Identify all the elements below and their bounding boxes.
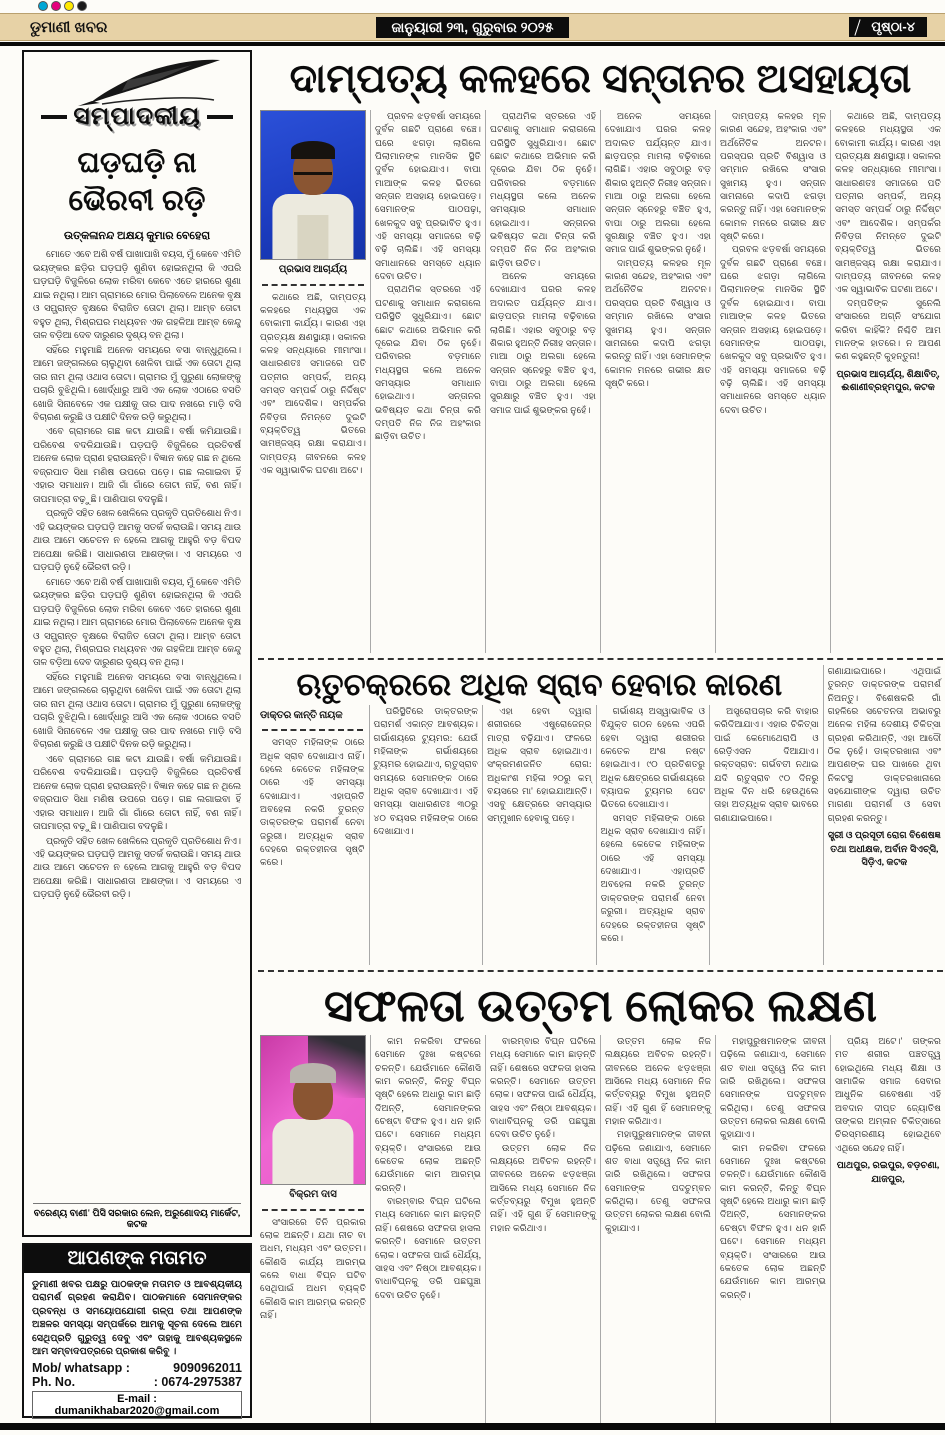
article-column (709, 705, 823, 965)
article-column (715, 1035, 830, 1423)
column-text: କଥାରେ ଅଛି, ଦାମ୍ପତ୍ୟ କଳହରେ ମଧ୍ୟସ୍ଥତା ଏକ ବୋକାମୀ କାର୍ଯ୍ୟ। କାରଣ ଏହା ପ୍ରତ୍ୟକ୍ଷ କ୍ଷଣସ୍ଥାୟୀ। ସକାଳର କଳହ ସନ୍ଧ୍ୟାରେ ମୀମାଂସା। ସାଧାରଣତଃ ସମାଜରେ ପତି ପତ୍ନୀର ସମ୍ପର୍କ, ଅନ୍ୟ ସମସ୍ତ ସମ୍ପର୍କ ଠାରୁ ନିର୍ଦ୍ଦିଷ୍ଟ ଏବଂ ଆଦେଶିକ। ସମ୍ପର୍କର ନିବିଡ଼ତା ନିମନ୍ତେ ଦୁଇଟି ବ୍ୟକ୍ତିତ୍ୱ ଭିତରେ ସାମଞ୍ଜସ୍ୟ ରକ୍ଷା କରାଯାଏ। ଦାମ୍ପତ୍ୟ ଜୀବନରେ କଳହ ଏକ ସ୍ୱାଭାବିକ ଘଟଣା ଅଟେ। (835, 111, 941, 295)
editorial-paragraph: ମୋତେ ଏବେ ଅଶି ବର୍ଷ ପାଖାପାଖି ବୟସ, ମୁଁ କେବେ ଏମିତି ଭୟଙ୍କର ଛଡ଼ିର ଘଡ଼ଘଡ଼ି ଶୁଣିବା ହୋଇନଥିଲା କି ଏପରି ଘଡ଼ଘଡ଼ି ବିଜୁଳିରେ ଲୋକ ମରିବା କେବେ ଏତେ ହାରରେ ଶୁଣା ଯାଇ ନଥିଲା। ଆମ ଗ୍ରାମରେ ମୋର ପିଲାବେଳେ ଅନେକ ବୃକ୍ଷ ଓ ସମ୍ଭ୍ରାନ୍ତ ବୃକ୍ଷରେ ବିରାଜିତ ତୋଟା ଥିଲା। ଆମ୍ବ ତୋଟା ବହୁତ ଥିଲା, ମିଶ୍ରଘର ମଧ୍ୟବନ ଏକ ଗହଳିଆ ଆମ୍ବ କେନ୍ଦୁ ତାଳ ବଡ଼ିଆ ଦେବ ଦାରୁଣର ଦୃଶ୍ୟ ବନ ଥିଲା। (33, 250, 241, 342)
contact-mobile-row (32, 1361, 242, 1375)
column-text: ଅନେକ ସମୟରେ ଦେଖାଯାଏ ଘରର କଳହ ଅଦାଲତ ପର୍ଯ୍ୟନ୍ତ ଯାଏ। ଛାଡ଼ପତ୍ର ମାମଲା ବଢ଼ିବାରେ ଲାଗିଛି। ଏହାର ସବୁଠାରୁ ବଡ଼ ଶିକାର ହୁଅନ୍ତି ନିରୀହ ସନ୍ତାନ। ମାଆ ଠାରୁ ଅଲଗା ହେଲେ ସନ୍ତାନ ସ୍ନେହରୁ ବଞ୍ଚିତ ହୁଏ, ବାପା ଠାରୁ ଅଲଗା ହେଲେ ସୁରକ୍ଷାରୁ ବଞ୍ଚିତ ହୁଏ। ଏହା ସମାଜ ପାଇଁ ଶୁଭଙ୍କର ନୁହେଁ। (605, 111, 711, 255)
glasses-icon (294, 172, 332, 179)
article-2-left (256, 665, 823, 965)
column-text: ଅସ୍ତ୍ରୋପଚାର କରି ବାହାର କରିଦିଆଯାଏ। ଏହାର ଚିକିତ୍ସା ପାଇଁ କେମୋଥେରାପି ଓ ରେଡ଼ିଏସନ ଦିଆଯାଏ। ରକ୍ତସ୍ରାବ: ଗର୍ଭବତୀ ନଥାଇ ଯଦି ଋତୁସ୍ରାବ ୯୦ ଦିନରୁ ଅଧିକ ଦିନ ଧରି ହେଉଥିଲେ ତାହା ଅତ୍ୟଧିକ ସ୍ରାବ ଭାବରେ ଗଣାଯାଇପାରେ। (714, 706, 819, 823)
author-photo-article-3 (260, 1035, 366, 1185)
mobile-value: 9090962011 (173, 1360, 242, 1375)
article-1-attribution: ପ୍ରଭାସ ଆଚାର୍ଯ୍ୟ, ଶିକ୍ଷାବିତ୍‌, ଈଶାଣୀବ୍ରହ୍ମପୁର, କଟକ (836, 368, 940, 393)
editorial-body (33, 249, 241, 1203)
bottom-rule (0, 1423, 945, 1430)
photo-caption: ବିକ୍ରମ ଦାସ (289, 1189, 337, 1200)
column-text: ପ୍ରାଥମିକ ସ୍ତରରେ ଏହି ଘଟଣାକୁ ସମାଧାନ କରାଗଲେ ପରିସ୍ଥିତି ସୁଧୁରିଯାଏ। ଛୋଟ ଛୋଟ କଥାରେ ଅଭିମାନ କରି ଦୂରେଇ ଯିବା ଠିକ ନୁହେଁ। ପରିବାରର ବଡ଼ମାନେ ମଧ୍ୟସ୍ଥତା କଲେ ଅନେକ ସମସ୍ୟାର ସମାଧାନ ହୋଇଥାଏ। ସନ୍ତାନର ଭବିଷ୍ୟତ କଥା ଚିନ୍ତା କରି ଦମ୍ପତି ନିଜ ନିଜ ଅହଂକାର ଛାଡ଼ିବା ଉଚିତ। (490, 111, 596, 268)
article-column (715, 110, 830, 653)
article-2-headline: ଋତୁଚକ୍ରରେ ଅଧିକ ସ୍ରାବ ହେବାର କାରଣ (296, 667, 783, 702)
byline-divider (262, 729, 363, 731)
editorial-paragraph: ସହିଁରେ ମହୁମାଛି ଅନେକ ସମୟରେ ବସା ବାନ୍ଧୁଥିଲେ। ଆମେ ଜଙ୍ଗଲରେ ଚାଲୁଥିବା ଖେଳିବା ପାଇଁ ଏକ ତୋଟା ଥିଲା ତାର ନାମ ଥିଲା ଓଥାସ ତୋଟା। ଗ୍ରାମର ମୁଁ ପୁରୁଣା ଲୋକଙ୍କୁ ପଚାରି ବୁଝିଥିଲି। ଖୋର୍ଦ୍ଧାରୁ ଆସି ଏକ ଲୋକ ଏଠାରେ ବସତି ଖୋଜି ସିନାବେଳେ ଏକ ପକ୍ଷୀକୁ ତାର ପାଦ ନଖରେ ମାଡ଼ି ବସି ବିଚାରଣ କରୁଛି ଓ ପକ୍ଷୀଟି ଦିନକ ରଡ଼ି କରୁଥିଲା। (33, 345, 241, 423)
article-column (830, 1035, 945, 1423)
column-text: କଥାରେ ଅଛି, ଦାମ୍ପତ୍ୟ କଳହରେ ମଧ୍ୟସ୍ଥତା ଏକ ବୋକାମୀ କାର୍ଯ୍ୟ। କାରଣ ଏହା ପ୍ରତ୍ୟକ୍ଷ କ୍ଷଣସ୍ଥାୟୀ। ସକାଳର କଳହ ସନ୍ଧ୍ୟାରେ ମୀମାଂସା। ସାଧାରଣତଃ ସମାଜରେ ପତି ପତ୍ନୀର ସମ୍ପର୍କ, ଅନ୍ୟ ସମସ୍ତ ସମ୍ପର୍କ ଠାରୁ ନିର୍ଦ୍ଦିଷ୍ଟ ଏବଂ ଆଦେଶିକ। ସମ୍ପର୍କର ନିବିଡ଼ତା ନିମନ୍ତେ ଦୁଇଟି ବ୍ୟକ୍ତିତ୍ୱ ଭିତରେ ସାମଞ୍ଜସ୍ୟ ରକ୍ଷା କରାଯାଏ। ଦାମ୍ପତ୍ୟ ଜୀବନରେ କଳହ ଏକ ସ୍ୱାଭାବିକ ଘଟଣା ଅଟେ। (260, 291, 366, 475)
article-1-columns (256, 110, 945, 653)
article-1-headline: ଦାମ୍ପତ୍ୟ କଳହରେ ସନ୍ତାନର ଅସହାୟତା (289, 57, 912, 101)
article-2-columns (256, 705, 823, 965)
article-column (370, 1035, 485, 1423)
article-column (256, 705, 369, 965)
author-portrait (261, 111, 365, 259)
section-divider (258, 658, 943, 660)
column-text: ଗଣାଯାଇପାରେ। ଏଥିପାଇଁ ତୁରନ୍ତ ଡାକ୍ତରଙ୍କ ପରାମର୍ଶ ନିଅନ୍ତୁ। ବିଶେଷକରି ଗାଁ ଗହଳିରେ ସଚେତନତା ଅଭାବରୁ ଅନେକ ମହିଳା ଦେଶୀୟ ଚିକିତ୍ସା ଗ୍ରହଣ କରିଥାନ୍ତି, ଏହା ଆଦୌ ଠିକ ନୁହେଁ। ଡାକ୍ତରଖାନା ଏବଂ ଆପଣଙ୍କ ଘର ପାଖରେ ଥିବା ନିକଟସ୍ଥ ଡାକ୍ତରଖାନାରେ ସହଯୋଗୀଙ୍କ ଦ୍ୱାରା ଉଚିତ ମାଗଣା ପରାମର୍ଶ ଓ ସେବା ଗ୍ରହଣ କରନ୍ତୁ। (827, 666, 941, 823)
column-text: ଉତ୍ତମ ଲୋକ ନିଜ ଲକ୍ଷ୍ୟରେ ଅବିଚଳ ରହନ୍ତି। ଜୀବନରେ ଅନେକ ଝଡ଼ଝଞ୍ଜା ଆସିଲେ ମଧ୍ୟ ସେମାନେ ନିଜ କର୍ତ୍ତବ୍ୟରୁ ବିମୁଖ ହୁଅନ୍ତି ନାହିଁ। ଏହି ଗୁଣ ହିଁ ସେମାନଙ୍କୁ ମହାନ କରିଥାଏ। (605, 1036, 711, 1127)
column-text: ଦମ୍ପତିଙ୍କ ସୁନେଲି ସଂସାରରେ ଅଗ୍ନି ସଂଯୋଗ କରିବା କାହିଁକି? ନିଶ୍ଚିତି ଆମ ମାନଙ୍କ ହାତରେ। ନ ଆପଣ କଣ କହୁଛନ୍ତି କୁହନ୍ତୁନା! (835, 297, 941, 362)
masthead-bar (0, 13, 945, 41)
editorial-headline-line2: ଭୈରବୀ ରଡ଼ି (68, 184, 206, 217)
article-column (485, 110, 600, 653)
article-column (596, 705, 710, 965)
article-column (369, 705, 483, 965)
issue-date-badge: ଜାନୁୟାରୀ ୨୩, ଗୁରୁବାର ୨୦୨୫ (376, 17, 570, 38)
column-text: ସମସ୍ତ ମହିଳାଙ୍କ ଠାରେ ଅଧିକ ସ୍ରାବ ଦେଖାଯାଏ ନାହିଁ। ହେଲେ କେତେକ ମହିଳାଙ୍କ ଠାରେ ଏହି ସମସ୍ୟା ଦେଖାଯାଏ। ଏହାପ୍ରତି ଅବହେଳା ନକରି ତୁରନ୍ତ ଡାକ୍ତରଙ୍କ ପରାମର୍ଶ ନେବା ଜରୁରୀ। ଅତ୍ୟଧିକ ସ୍ରାବ ଦେହରେ ରକ୍ତହୀନତା ସୃଷ୍ଟି କରେ। (600, 812, 706, 943)
editorial-paragraph: ମୋତେ ଏବେ ଅଶି ବର୍ଷ ପାଖାପାଖି ବୟସ, ମୁଁ କେବେ ଏମିତି ଭୟଙ୍କର ଛଡ଼ିର ଘଡ଼ଘଡ଼ି ଶୁଣିବା ହୋଇନଥିଲା କି ଏପରି ଘଡ଼ଘଡ଼ି ବିଜୁଳିରେ ଲୋକ ମରିବା କେବେ ଏତେ ହାରରେ ଶୁଣା ଯାଇ ନଥିଲା। ଆମ ଗ୍ରାମରେ ମୋର ପିଲାବେଳେ ଅନେକ ବୃକ୍ଷ ଓ ସମ୍ଭ୍ରାନ୍ତ ବୃକ୍ଷରେ ବିରାଜିତ ତୋଟା ଥିଲା। ଆମ୍ବ ତୋଟା ବହୁତ ଥିଲା, ମିଶ୍ରଘର ମଧ୍ୟବନ ଏକ ଗହଳିଆ ଆମ୍ବ କେନ୍ଦୁ ତାଳ ବଡ଼ିଆ ଦେବ ଦାରୁଣର ଦୃଶ୍ୟ ବନ ଥିଲା। (33, 577, 241, 669)
author-photo-article-1 (260, 110, 366, 260)
editorial-paragraph: ପ୍ରକୃତି ସହିତ ଖେଳ ଖେଳିଲେ ପ୍ରକୃତି ପ୍ରତିଶୋଧ ନିଏ। ଏହି ଭୟଙ୍କର ଘଡ଼ଘଡ଼ି ଆମକୁ ସତର୍କ କରାଉଛି। ସମୟ ଥାଉ ଥାଉ ଆମେ ସଚେତନ ନ ହେଲେ ଆଗକୁ ଆହୁରି ବଡ଼ ବିପଦ ଅପେକ୍ଷା କରିଛି। ସାଧାରଣତା ଆଶଙ୍କା। ଏ ସମୟରେ ଏ ଘଡ଼ଘଡ଼ି ନୁହେଁ ଭୈରବୀ ରଡ଼ି। (33, 509, 241, 574)
caption-divider (262, 1209, 364, 1211)
opinion-box-title: ଆପଣଙ୍କ ମତାମତ (24, 1245, 250, 1273)
article-column (823, 665, 945, 965)
contact-email-row: E-mail : dumanikhabar2020@gmail.com (32, 1391, 242, 1419)
editorial-section-label-row (33, 102, 241, 131)
column-text: ଗର୍ଭାଶୟ ଅସ୍ୱାଭାବିକ ଓ ବିଯୁକ୍ତ ଗଠନ ହେଲେ ଏପରି ହେବା ଦ୍ୱାରା ଶରୀରର କେତେକ ଅଂଶ ନଷ୍ଟ ହୋଇଥାଏ। ୯୦ ପ୍ରତିଶତରୁ ଅଧିକ କ୍ଷେତ୍ରରେ ଗର୍ଭାଶୟରେ ବ୍ୟାପକ ଟ୍ୟୁମର ପେଟ ଭିତରେ ଦେଖାଯାଏ। (600, 706, 706, 810)
column-text: ପ୍ରିୟ ଅଟେ।' ତାଙ୍କର ମତ ଶରୀର ପଞ୍ଚତତ୍ତ୍ୱ ହୋଇଥିଲେ ମଧ୍ୟ ଶିକ୍ଷା ଓ ସାମାଜିକ ସମାଜ ସେବାର ଆଧୁନିକ ଗବେଷଣା ଏହି ଅବଦାନ ଦୀପ୍ତ ଜ୍ୟୋତିଷ ତାଙ୍କର ଅମ୍ଳାନ ଚିକିତ୍ସାରେ ଚିରସ୍ମରଣୀୟ ହୋଇଥିବେ ଏଥିରେ ସନ୍ଦେହ ନାହିଁ। (835, 1036, 941, 1153)
regmark-yellow-icon (64, 1, 74, 11)
column-text: ପରିସ୍ଥିତିରେ ଡାକ୍ତରଙ୍କ ପରାମର୍ଶ ଏକାନ୍ତ ଆବଶ୍ୟକ। ଗର୍ଭାଶୟରେ ଟ୍ୟୁମର: ଯେଉଁ ମହିଳାଙ୍କ ଗର୍ଭାଶୟରେ ଟ୍ୟୁମର ହୋଇଥାଏ, ଋତୁସ୍ରାବ ସମୟରେ ସେମାନଙ୍କ ଠାରେ ଅଧିକ ସ୍ରାବ ଦେଖାଯାଏ। ଏହି ସମସ୍ୟା ସାଧାରଣତଃ ୩୦ରୁ ୪୦ ବୟସର ମହିଳାଙ୍କ ଠାରେ ଦେଖାଯାଏ। (373, 706, 479, 837)
quill-icon (33, 56, 241, 108)
top-rule (0, 42, 945, 46)
article-3-headline: ସଫଳତା ଉତ୍ତମ ଲୋକର ଲକ୍ଷଣ (323, 980, 878, 1031)
slash-icon (855, 19, 861, 35)
registration-marks (38, 1, 87, 11)
column-text: ମହାପୁରୁଷମାନଙ୍କ ଜୀବନୀ ପଢ଼ିଲେ ଜଣାଯାଏ, ସେମାନେ ଶତ ବାଧା ସତ୍ତ୍ୱେ ନିଜ କାମ ଜାରି ରଖିଥିଲେ। ସଫଳତା ସେମାନଙ୍କ ପଦଚୁମ୍ବନ କରିଥିଲା। ତେଣୁ ସଫଳତା ଉତ୍ତମ ଲୋକର ଲକ୍ଷଣ ବୋଲି କୁହାଯାଏ। (720, 1036, 826, 1140)
column-text: ଏହା ହେବା ଦ୍ୱାରା ଶରୀରରେ ଏଷ୍ଟ୍ରୋଜେନ୍‌ର ମାତ୍ରା ବଢ଼ିଯାଏ। ଫଳରେ ଅଧିକ ସ୍ରାବ ହୋଇଥାଏ। ସଂକ୍ରମଣଜନିତ ରୋଗ: ଅଧିକାଂଶ ମହିଳା ୨୦ରୁ କମ୍ ବୟସରେ ମା' ହୋଇଯାଆନ୍ତି। ଏସବୁ କ୍ଷେତ୍ରରେ ସମସ୍ୟାର ସମ୍ମୁଖୀନ ହେବାକୁ ପଡ଼େ। (487, 706, 592, 823)
author-portrait (261, 1036, 365, 1184)
main-articles-area (256, 48, 945, 1423)
editorial-attribution: ବରେଣ୍ୟ ବାଣୀ' ପିସି ସରକାର ଲେନ, ଅରୁଣୋଦୟ ମାର୍କେଟ, କଟକ (33, 1203, 241, 1230)
column-text: ଦାମ୍ପତ୍ୟ କଳହର ମୂଳ କାରଣ ସନ୍ଦେହ, ଅହଂକାର ଏବଂ ଅର୍ଥନୈତିକ ଅନଟନ। ପରସ୍ପର ପ୍ରତି ବିଶ୍ୱାସ ଓ ସମ୍ମାନ ରଖିଲେ ସଂସାର ସୁଖମୟ ହୁଏ। ସନ୍ତାନ ସାମନାରେ କଦାପି ଝଗଡ଼ା କରନ୍ତୁ ନାହିଁ। ଏହା ସେମାନଙ୍କ କୋମଳ ମନରେ ଗଭୀର କ୍ଷତ ସୃଷ୍ଟି କରେ। (720, 111, 826, 242)
column-text: କାମ ନକରିବା ଫଳରେ ସେମାନେ ଦୁଃଖ କଷ୍ଟରେ ଚଳନ୍ତି। ଯେଉଁମାନେ କୌଣସି କାମ କରନ୍ତି, କିନ୍ତୁ ବିଘ୍ନ ସୃଷ୍ଟି ହେଲେ ଅଧାରୁ କାମ ଛାଡ଼ି ଦିଅନ୍ତି, ସେମାନଙ୍କର ଚେଷ୍ଟା ବିଫଳ ହୁଏ। ଧନ ହାନି ଘଟେ। ସେମାନେ ମଧ୍ୟମ ବ୍ୟକ୍ତି। ସଂସାରରେ ଆଉ କେତେକ ଲୋକ ଅଛନ୍ତି ଯେଉଁମାନେ କାମ ଆରମ୍ଭ କରନ୍ତି। (720, 1142, 826, 1300)
article-1 (256, 48, 945, 653)
caption-divider (262, 284, 364, 286)
article-column (256, 1035, 370, 1423)
article-column (600, 110, 715, 653)
article-3 (256, 977, 945, 1423)
column-text: ପ୍ରବଳ ଝଡ଼ବର୍ଷା ସମୟରେ ଦୁର୍ବଳ ଗଛଟି ପ୍ରାଣେ ବଞ୍ଚେ। ଘରେ ଝଗଡ଼ା ଲାଗିଲେ ପିଲାମାନଙ୍କ ମାନସିକ ସ୍ଥିତି ଦୁର୍ବଳ ହୋଇଯାଏ। ବାପା ମାଆଙ୍କ କଳହ ଭିତରେ ସନ୍ତାନ ଅସହାୟ ହୋଇପଡ଼େ। ସେମାନଙ୍କ ପାଠପଢ଼ା, ଖେଳକୁଦ ସବୁ ପ୍ରଭାବିତ ହୁଏ। ଏହି ସମସ୍ୟା ସମାଜରେ ବଢ଼ି ବଢ଼ି ଚାଲିଛି। ଏହି ସମସ୍ୟା ସମାଧାନରେ ସମସ୍ତେ ଧ୍ୟାନ ଦେବା ଉଚିତ। (720, 244, 826, 415)
column-text: ଉତ୍ତମ ଲୋକ ନିଜ ଲକ୍ଷ୍ୟରେ ଅବିଚଳ ରହନ୍ତି। ଜୀବନରେ ଅନେକ ଝଡ଼ଝଞ୍ଜା ଆସିଲେ ମଧ୍ୟ ସେମାନେ ନିଜ କର୍ତ୍ତବ୍ୟରୁ ବିମୁଖ ହୁଅନ୍ତି ନାହିଁ। ଏହି ଗୁଣ ହିଁ ସେମାନଙ୍କୁ ମହାନ କରିଥାଏ। (490, 1142, 596, 1233)
editorial-headline (33, 145, 241, 220)
regmark-black-icon (77, 1, 87, 11)
photo-caption: ପ୍ରଭାସ ଆଚାର୍ଯ୍ୟ (278, 264, 348, 275)
article-column (256, 110, 370, 653)
column-text: ପ୍ରାଥମିକ ସ୍ତରରେ ଏହି ଘଟଣାକୁ ସମାଧାନ କରାଗଲେ ପରିସ୍ଥିତି ସୁଧୁରିଯାଏ। ଛୋଟ ଛୋଟ କଥାରେ ଅଭିମାନ କରି ଦୂରେଇ ଯିବା ଠିକ ନୁହେଁ। ପରିବାରର ବଡ଼ମାନେ ମଧ୍ୟସ୍ଥତା କଲେ ଅନେକ ସମସ୍ୟାର ସମାଧାନ ହୋଇଥାଏ। ସନ୍ତାନର ଭବିଷ୍ୟତ କଥା ଚିନ୍ତା କରି ଦମ୍ପତି ନିଜ ନିଜ ଅହଂକାର ଛାଡ଼ିବା ଉଚିତ। (375, 284, 481, 442)
article-3-attribution: ପାଥପୁର, ରଇପୁର, ବଡ଼ଚଣା, ଯାଜପୁର, (836, 1160, 940, 1185)
column-text: ସଂସାରରେ ତିନି ପ୍ରକାର ଲୋକ ଅଛନ୍ତି। ଯଥା ନୀଚ ବା ଅଧମ, ମଧ୍ୟମ ଏବଂ ଉତ୍ତମ। କୌଣସି କାର୍ଯ୍ୟ ଆରମ୍ଭ କଲେ ବାଧା ବିଘ୍ନ ଘଟିବ ସେଥିପାଇଁ ଅଧମ ବ୍ୟକ୍ତି କୌଣସି କାମ ଆରମ୍ଭ କରନ୍ତି ନାହିଁ। (260, 1216, 366, 1320)
opinion-box (22, 1243, 252, 1418)
editorial-section-label: ସମ୍ପାଦକୀୟ (73, 102, 201, 130)
article-2-attribution: ସ୍ତ୍ରୀ ଓ ପ୍ରସୂତୀ ରୋଗ ବିଶେଷଜ୍ଞ ତଥା ଅଧୀକ୍ଷକ, ଅର୍ବାନ ସିଏଚ୍‌ସି, ସିଡ଼ିଏ, କଟକ (827, 830, 941, 868)
editorial-paragraph: ସହିଁରେ ମହୁମାଛି ଅନେକ ସମୟରେ ବସା ବାନ୍ଧୁଥିଲେ। ଆମେ ଜଙ୍ଗଲରେ ଚାଲୁଥିବା ଖେଳିବା ପାଇଁ ଏକ ତୋଟା ଥିଲା ତାର ନାମ ଥିଲା ଓଥାସ ତୋଟା। ଗ୍ରାମର ମୁଁ ପୁରୁଣା ଲୋକଙ୍କୁ ପଚାରି ବୁଝିଥିଲି। ଖୋର୍ଦ୍ଧାରୁ ଆସି ଏକ ଲୋକ ଏଠାରେ ବସତି ଖୋଜି ସିନାବେଳେ ଏକ ପକ୍ଷୀକୁ ତାର ପାଦ ନଖରେ ମାଡ଼ି ବସି ବିଚାରଣ କରୁଛି ଓ ପକ୍ଷୀଟି ଦିନକ ରଡ଼ି କରୁଥିଲା। (33, 672, 241, 751)
label-dash-left (41, 115, 67, 119)
article-column (370, 110, 485, 653)
column-text: ସମସ୍ତ ମହିଳାଙ୍କ ଠାରେ ଅଧିକ ସ୍ରାବ ଦେଖାଯାଏ ନାହିଁ। ହେଲେ କେତେକ ମହିଳାଙ୍କ ଠାରେ ଏହି ସମସ୍ୟା ଦେଖାଯାଏ। ଏହାପ୍ରତି ଅବହେଳା ନକରି ତୁରନ୍ତ ଡାକ୍ତରଙ୍କ ପରାମର୍ଶ ନେବା ଜରୁରୀ। ଅତ୍ୟଧିକ ସ୍ରାବ ଦେହରେ ରକ୍ତହୀନତା ସୃଷ୍ଟି କରେ। (260, 737, 365, 868)
column-text: ମହାପୁରୁଷମାନଙ୍କ ଜୀବନୀ ପଢ଼ିଲେ ଜଣାଯାଏ, ସେମାନେ ଶତ ବାଧା ସତ୍ତ୍ୱେ ନିଜ କାମ ଜାରି ରଖିଥିଲେ। ସଫଳତା ସେମାନଙ୍କ ପଦଚୁମ୍ବନ କରିଥିଲା। ତେଣୁ ସଫଳତା ଉତ୍ତମ ଲୋକର ଲକ୍ଷଣ ବୋଲି କୁହାଯାଏ। (605, 1129, 711, 1233)
editorial-paragraph: ପ୍ରକୃତି ସହିତ ଖେଳ ଖେଳିଲେ ପ୍ରକୃତି ପ୍ରତିଶୋଧ ନିଏ। ଏହି ଭୟଙ୍କର ଘଡ଼ଘଡ଼ି ଆମକୁ ସତର୍କ କରାଉଛି। ସମୟ ଥାଉ ଥାଉ ଆମେ ସଚେତନ ନ ହେଲେ ଆଗକୁ ଆହୁରି ବଡ଼ ବିପଦ ଅପେକ୍ଷା କରିଛି। ସାଧାରଣତା ଆଶଙ୍କା। ଏ ସମୟରେ ଏ ଘଡ଼ଘଡ଼ି ନୁହେଁ ଭୈରବୀ ରଡ଼ି। (33, 836, 241, 901)
editorial-paragraph: ଏବେ ଗ୍ରାମରେ ଗଛ କଟା ଯାଉଛି। ବର୍ଷା କମିଯାଉଛି। ପରିବେଶ ବଦଳିଯାଉଛି। ଘଡ଼ଘଡ଼ି ବିଜୁଳିରେ ପ୍ରତିବର୍ଷ ଅନେକ ଲୋକ ପ୍ରାଣ ହରାଉଛନ୍ତି। ବିଜ୍ଞାନ କହେ ଗଛ ନ ଥିଲେ ବଜ୍ରପାତ ସିଧା ମଣିଷ ଉପରେ ପଡ଼େ। ଗଛ ଲଗାଇବା ହିଁ ଏହାର ସମାଧାନ। ଆଜି ଗାଁ ଗାଁରେ ତୋଟା ନାହିଁ, ବଣ ନାହିଁ। ତାପମାତ୍ରା ବଢ଼ୁଛି। ପାଣିପାଗ ବଦଳୁଛି। (33, 754, 241, 833)
phone-label: Ph. No. (32, 1374, 76, 1389)
page-number-badge (849, 17, 927, 37)
column-text: ବାରମ୍ବାର ବିଘ୍ନ ଘଟିଲେ ମଧ୍ୟ ସେମାନେ କାମ ଛାଡ଼ନ୍ତି ନାହିଁ। ଶେଷରେ ସଫଳତା ହାସଲ କରନ୍ତି। ସେମାନେ ଉତ୍ତମ ଲୋକ। ସଫଳତା ପାଇଁ ଧୈର୍ଯ୍ୟ, ସାହସ ଏବଂ ନିଷ୍ଠା ଆବଶ୍ୟକ। ବାଧାବିଘ୍ନକୁ ଡରି ପଛଘୁଞ୍ଚା ଦେବା ଉଚିତ ନୁହେଁ। (490, 1036, 596, 1140)
column-text: ବାରମ୍ବାର ବିଘ୍ନ ଘଟିଲେ ମଧ୍ୟ ସେମାନେ କାମ ଛାଡ଼ନ୍ତି ନାହିଁ। ଶେଷରେ ସଫଳତା ହାସଲ କରନ୍ତି। ସେମାନେ ଉତ୍ତମ ଲୋକ। ସଫଳତା ପାଇଁ ଧୈର୍ଯ୍ୟ, ସାହସ ଏବଂ ନିଷ୍ଠା ଆବଶ୍ୟକ। ବାଧାବିଘ୍ନକୁ ଡରି ପଛଘୁଞ୍ଚା ଦେବା ଉଚିତ ନୁହେଁ। (375, 1196, 481, 1300)
article-3-columns (256, 1035, 945, 1423)
article-column (485, 1035, 600, 1423)
column-text: କାମ ନକରିବା ଫଳରେ ସେମାନେ ଦୁଃଖ କଷ୍ଟରେ ଚଳନ୍ତି। ଯେଉଁମାନେ କୌଣସି କାମ କରନ୍ତି, କିନ୍ତୁ ବିଘ୍ନ ସୃଷ୍ଟି ହେଲେ ଅଧାରୁ କାମ ଛାଡ଼ି ଦିଅନ୍ତି, ସେମାନଙ୍କର ଚେଷ୍ଟା ବିଫଳ ହୁଏ। ଧନ ହାନି ଘଟେ। ସେମାନେ ମଧ୍ୟମ ବ୍ୟକ୍ତି। ସଂସାରରେ ଆଉ କେତେକ ଲୋକ ଅଛନ୍ତି ଯେଉଁମାନେ କାମ ଆରମ୍ଭ କରନ୍ତି। (375, 1036, 481, 1193)
label-dash-right (207, 115, 233, 119)
paper-name: ଡୁମାଣୀ ଖବର (30, 18, 108, 36)
editorial-byline: ଉତ୍କଳାନନ୍ଦ ଅକ୍ଷୟ କୁମାର ବେହେରା (63, 230, 211, 243)
mobile-label: Mob/ whatsapp : (32, 1360, 130, 1375)
article-2-byline: ଡାକ୍ତର କାନ୍ତି ନାୟକ (260, 710, 343, 721)
contact-block (24, 1361, 250, 1423)
editorial-paragraph: ଏବେ ଗ୍ରାମରେ ଗଛ କଟା ଯାଉଛି। ବର୍ଷା କମିଯାଉଛି। ପରିବେଶ ବଦଳିଯାଉଛି। ଘଡ଼ଘଡ଼ି ବିଜୁଳିରେ ପ୍ରତିବର୍ଷ ଅନେକ ଲୋକ ପ୍ରାଣ ହରାଉଛନ୍ତି। ବିଜ୍ଞାନ କହେ ଗଛ ନ ଥିଲେ ବଜ୍ରପାତ ସିଧା ମଣିଷ ଉପରେ ପଡ଼େ। ଗଛ ଲଗାଇବା ହିଁ ଏହାର ସମାଧାନ। ଆଜି ଗାଁ ଗାଁରେ ତୋଟା ନାହିଁ, ବଣ ନାହିଁ। ତାପମାତ୍ରା ବଢ଼ୁଛି। ପାଣିପାଗ ବଦଳୁଛି। (33, 427, 241, 505)
phone-value: : 0674-2975387 (153, 1374, 242, 1389)
column-text: ପ୍ରବଳ ଝଡ଼ବର୍ଷା ସମୟରେ ଦୁର୍ବଳ ଗଛଟି ପ୍ରାଣେ ବଞ୍ଚେ। ଘରେ ଝଗଡ଼ା ଲାଗିଲେ ପିଲାମାନଙ୍କ ମାନସିକ ସ୍ଥିତି ଦୁର୍ବଳ ହୋଇଯାଏ। ବାପା ମାଆଙ୍କ କଳହ ଭିତରେ ସନ୍ତାନ ଅସହାୟ ହୋଇପଡ଼େ। ସେମାନଙ୍କ ପାଠପଢ଼ା, ଖେଳକୁଦ ସବୁ ପ୍ରଭାବିତ ହୁଏ। ଏହି ସମସ୍ୟା ସମାଜରେ ବଢ଼ି ବଢ଼ି ଚାଲିଛି। ଏହି ସମସ୍ୟା ସମାଧାନରେ ସମସ୍ତେ ଧ୍ୟାନ ଦେବା ଉଚିତ। (375, 111, 481, 282)
page-number: ପୃଷ୍ଠା-୪ (871, 19, 915, 34)
column-text: ଅନେକ ସମୟରେ ଦେଖାଯାଏ ଘରର କଳହ ଅଦାଲତ ପର୍ଯ୍ୟନ୍ତ ଯାଏ। ଛାଡ଼ପତ୍ର ମାମଲା ବଢ଼ିବାରେ ଲାଗିଛି। ଏହାର ସବୁଠାରୁ ବଡ଼ ଶିକାର ହୁଅନ୍ତି ନିରୀହ ସନ୍ତାନ। ମାଆ ଠାରୁ ଅଲଗା ହେଲେ ସନ୍ତାନ ସ୍ନେହରୁ ବଞ୍ଚିତ ହୁଏ, ବାପା ଠାରୁ ଅଲଗା ହେଲେ ସୁରକ୍ଷାରୁ ବଞ୍ଚିତ ହୁଏ। ଏହା ସମାଜ ପାଇଁ ଶୁଭଙ୍କର ନୁହେଁ। (490, 271, 596, 415)
article-column (482, 705, 596, 965)
opinion-box-body: ଡୁମାଣୀ ଖବର ପକ୍ଷରୁ ପାଠକଙ୍କ ମତାମତ ଓ ଆବଶ୍ୟକୀୟ ପରାମର୍ଶ ଗ୍ରହଣ କରାଯିବ। ପାଠକମାନେ ସେମାନଙ୍କର ପ୍ରବନ୍ଧ ଓ ସମୟୋପଯୋଗୀ ଗଳ୍ପ ତଥା ଆପଣଙ୍କ ଅଞ୍ଚଳର ସମସ୍ୟା ସମ୍ପର୍କରେ ଆମକୁ ସୂଚନା ଦେଲେ ଆମେ ସେଥିପ୍ରତି ଗୁରୁତ୍ୱ ଦେବୁ ଏବଂ ତାହାକୁ ଆବଶ୍ୟକସ୍ଥଳେ ଆମ ସମ୍ବାଦପତ୍ରରେ ପ୍ରକାଶ କରିବୁ । (32, 1279, 242, 1358)
article-column (830, 110, 945, 653)
article-column (600, 1035, 715, 1423)
regmark-cyan-icon (38, 1, 48, 11)
contact-phone-row (32, 1375, 242, 1389)
regmark-magenta-icon (51, 1, 61, 11)
editorial-panel (22, 50, 252, 1237)
editorial-headline-line1: ଘଡ଼ଘଡ଼ି ନା (77, 147, 197, 179)
section-divider (258, 970, 943, 972)
article-2 (256, 665, 945, 965)
column-text: ଦାମ୍ପତ୍ୟ କଳହର ମୂଳ କାରଣ ସନ୍ଦେହ, ଅହଂକାର ଏବଂ ଅର୍ଥନୈତିକ ଅନଟନ। ପରସ୍ପର ପ୍ରତି ବିଶ୍ୱାସ ଓ ସମ୍ମାନ ରଖିଲେ ସଂସାର ସୁଖମୟ ହୁଏ। ସନ୍ତାନ ସାମନାରେ କଦାପି ଝଗଡ଼ା କରନ୍ତୁ ନାହିଁ। ଏହା ସେମାନଙ୍କ କୋମଳ ମନରେ ଗଭୀର କ୍ଷତ ସୃଷ୍ଟି କରେ। (605, 257, 711, 388)
